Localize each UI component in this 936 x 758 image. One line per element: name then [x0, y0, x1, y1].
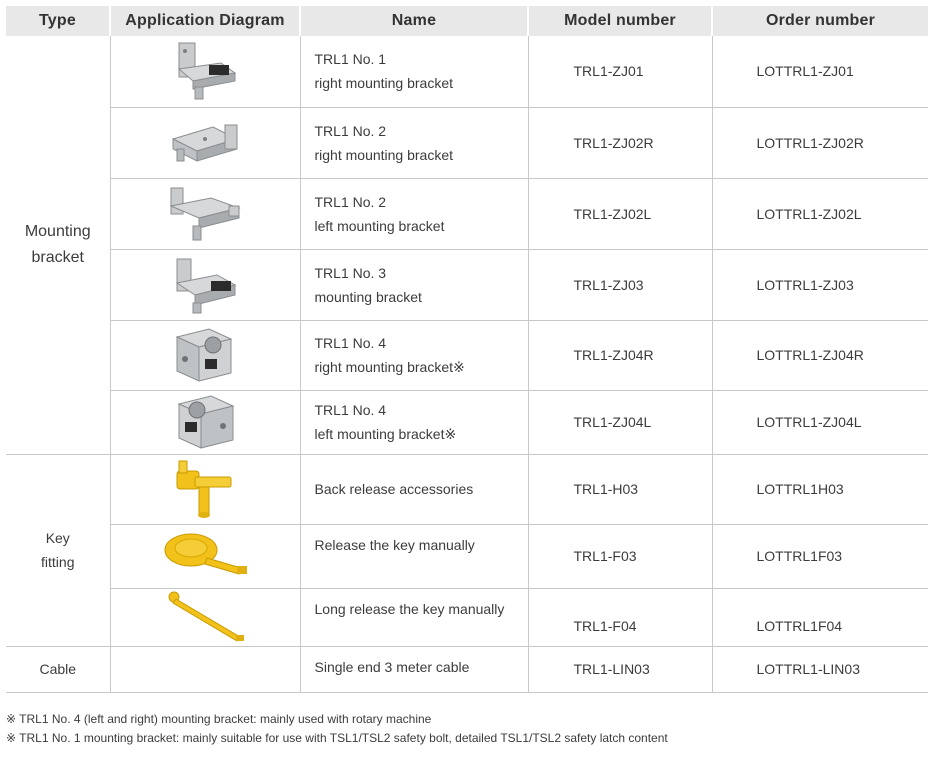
model-number-cell: TRL1-F04	[528, 588, 712, 646]
order-number-cell: LOTTRL1-ZJ01	[712, 36, 928, 107]
table-row	[6, 390, 928, 454]
order-number-cell: LOTTRL1-ZJ02R	[712, 107, 928, 178]
name-line: TRL1 No. 3	[314, 264, 387, 281]
name-line: TRL1 No. 2	[314, 122, 387, 139]
diagram-cell	[110, 178, 300, 249]
rotary-bracket-icon	[165, 392, 245, 452]
name-cell	[300, 320, 528, 390]
diagram-cell	[110, 36, 300, 107]
model-number-cell: TRL1-ZJ02L	[528, 178, 712, 249]
name-cell: Single end 3 meter cable	[300, 646, 528, 692]
diagram-cell	[110, 320, 300, 390]
table-header-row	[6, 6, 928, 36]
footnotes	[6, 710, 668, 748]
name-line: TRL1 No. 1	[314, 51, 387, 68]
order-number-cell: LOTTRL1-LIN03	[712, 646, 928, 692]
name-cell	[300, 390, 528, 454]
diagram-cell	[110, 646, 300, 692]
manual-key-icon	[155, 528, 255, 584]
name-cell	[300, 36, 528, 107]
model-number-cell: TRL1-LIN03	[528, 646, 712, 692]
table-row	[6, 178, 928, 249]
order-number-cell: LOTTRL1F04	[712, 588, 928, 646]
type-cell-key-fitting	[6, 454, 110, 646]
name-line: right mounting bracket	[314, 75, 454, 92]
bracket-icon	[165, 253, 245, 317]
name-cell	[300, 249, 528, 320]
diagram-cell	[110, 249, 300, 320]
name-line: right mounting bracket※	[314, 359, 465, 375]
model-number-cell: TRL1-ZJ01	[528, 36, 712, 107]
type-label: Mounting	[24, 222, 91, 240]
table-row	[6, 249, 928, 320]
name-line: mounting bracket	[314, 288, 422, 305]
table-row	[6, 646, 928, 692]
type-label: bracket	[31, 248, 84, 266]
type-label: Key	[45, 530, 70, 546]
header-order-number: Order number	[712, 6, 928, 36]
type-label: fitting	[41, 554, 75, 570]
model-number-cell: TRL1-ZJ04R	[528, 320, 712, 390]
bracket-icon	[165, 182, 245, 246]
model-number-cell: TRL1-ZJ02R	[528, 107, 712, 178]
header-name: Name	[300, 6, 528, 36]
table-row	[6, 524, 928, 588]
order-number-cell: LOTTRL1-ZJ04R	[712, 320, 928, 390]
header-type: Type	[6, 6, 110, 36]
model-number-cell: TRL1-ZJ03	[528, 249, 712, 320]
long-key-icon	[160, 589, 250, 645]
name-line: left mounting bracket	[314, 217, 445, 234]
order-number-cell: LOTTRL1-ZJ03	[712, 249, 928, 320]
diagram-cell	[110, 390, 300, 454]
table-row	[6, 588, 928, 646]
name-cell	[300, 178, 528, 249]
type-cell-mounting-bracket	[6, 36, 110, 454]
header-model-number: Model number	[528, 6, 712, 36]
table-row	[6, 36, 928, 107]
bracket-icon	[165, 39, 245, 103]
name-cell: Release the key manually	[300, 524, 528, 588]
footnote: ※ TRL1 No. 1 mounting bracket: mainly suitable for use with TSL1/TSL2 safety bolt, detailed TSL1/TSL2 safety latch content	[6, 731, 668, 745]
type-cell-cable: Cable	[6, 646, 110, 692]
order-number-cell: LOTTRL1-ZJ02L	[712, 178, 928, 249]
name-line: right mounting bracket	[314, 146, 454, 163]
name-line: TRL1 No. 2	[314, 193, 387, 210]
rotary-bracket-icon	[165, 323, 245, 387]
order-number-cell: LOTTRL1H03	[712, 454, 928, 524]
name-cell: Long release the key manually	[300, 588, 528, 646]
diagram-cell	[110, 454, 300, 524]
name-line: TRL1 No. 4	[314, 335, 387, 351]
name-cell: Back release accessories	[300, 454, 528, 524]
diagram-cell	[110, 524, 300, 588]
footnote: ※ TRL1 No. 4 (left and right) mounting bracket: mainly used with rotary machine	[6, 712, 432, 726]
model-number-cell: TRL1-ZJ04L	[528, 390, 712, 454]
order-number-cell: LOTTRL1F03	[712, 524, 928, 588]
table-row	[6, 454, 928, 524]
release-key-icon	[165, 457, 245, 521]
diagram-cell	[110, 588, 300, 646]
name-line: TRL1 No. 4	[314, 402, 387, 418]
table-row	[6, 320, 928, 390]
accessory-table	[6, 6, 928, 693]
name-line: left mounting bracket※	[314, 426, 457, 442]
name-cell	[300, 107, 528, 178]
bracket-icon	[165, 111, 245, 175]
header-application-diagram: Application Diagram	[110, 6, 300, 36]
model-number-cell: TRL1-F03	[528, 524, 712, 588]
table-row	[6, 107, 928, 178]
diagram-cell	[110, 107, 300, 178]
order-number-cell: LOTTRL1-ZJ04L	[712, 390, 928, 454]
model-number-cell: TRL1-H03	[528, 454, 712, 524]
